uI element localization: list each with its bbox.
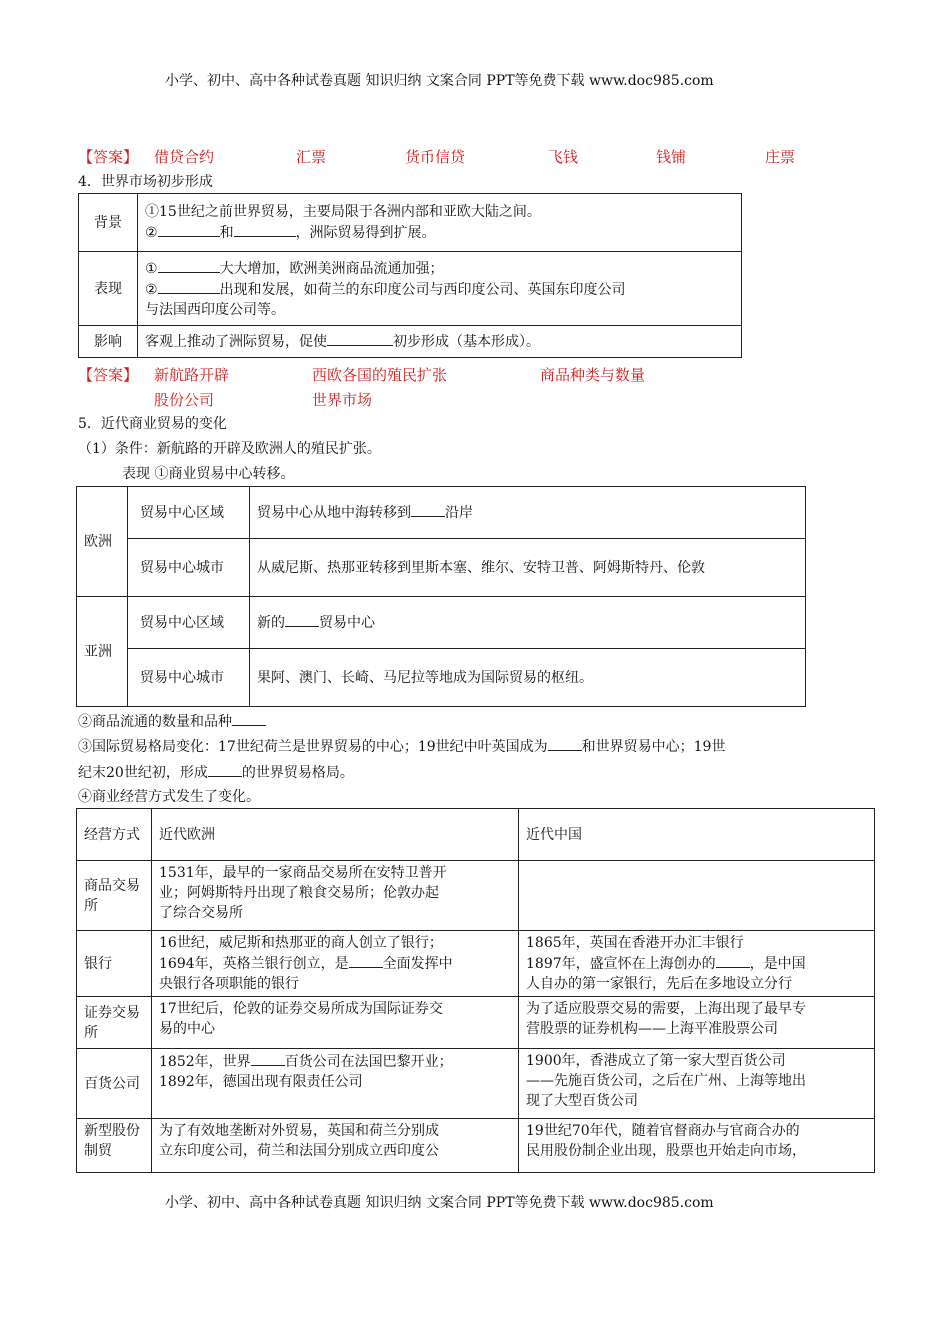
line: 1900年，香港成立了第一家大型百货公司 (526, 1053, 786, 1069)
row-label: 商品交易所 (77, 861, 152, 931)
europe-cell (152, 997, 519, 1049)
answer-item: 飞钱 (548, 148, 579, 166)
europe-cell (152, 861, 519, 931)
cell-label: 贸易中心区域 (128, 597, 250, 649)
line: 易的中心 (159, 1021, 215, 1037)
blank (251, 1051, 285, 1066)
row-content (138, 252, 742, 326)
text: 纪末20世纪初，形成 (78, 765, 208, 781)
china-cell (519, 1049, 875, 1119)
line (145, 279, 734, 300)
line: ①15世纪之前世界贸易，主要局限于各洲内部和亚欧大陆之间。 (145, 204, 541, 220)
row-content (138, 194, 742, 252)
answer-item: 钱铺 (656, 148, 687, 166)
cell-label: 贸易中心城市 (128, 539, 250, 597)
row-label: 背景 (79, 194, 138, 252)
row-label: 影响 (79, 326, 138, 358)
header-cell: 经营方式 (77, 809, 152, 861)
row-label: 表现 (79, 252, 138, 326)
line: 民用股份制企业出现，股票也开始走向市场， (526, 1143, 806, 1159)
line: 人自办的第一家银行，先后在多地设立分行 (526, 976, 792, 992)
header-cell: 近代中国 (519, 809, 875, 861)
blank (327, 331, 393, 346)
blank (208, 762, 242, 777)
text: ② (145, 225, 158, 241)
section-title: 4．世界市场初步形成 (78, 174, 213, 190)
trade-center-table (76, 486, 806, 707)
line: 央银行各项职能的银行 (159, 976, 299, 992)
text: 新的 (257, 615, 285, 631)
answer-item: 借贷合约 (154, 148, 215, 166)
blank (548, 736, 582, 751)
line: 1865年，英国在香港开办汇丰银行 (526, 935, 744, 951)
text: ③国际贸易格局变化：17世纪荷兰是世界贸易的中心；19世纪中叶英国成为 (78, 739, 548, 755)
section-title: 5．近代商业贸易的变化 (78, 416, 227, 432)
text: 出现和发展，如荷兰的东印度公司与西印度公司、英国东印度公司 (219, 281, 626, 298)
region-label: 欧洲 (77, 487, 128, 597)
row-label: 新型股份制贸 (77, 1119, 152, 1173)
answer-item: 庄票 (765, 148, 796, 166)
answer-item: 西欧各国的殖民扩张 (312, 366, 448, 384)
page-header: 小学、初中、高中各种试卷真题 知识归纳 文案合同 PPT等免费下载 www.doc985.com (165, 73, 714, 89)
text: ②商品流通的数量和品种 (78, 714, 232, 730)
line: 与法国西印度公司等。 (145, 301, 285, 318)
cell-content: 从威尼斯、热那亚转移到里斯本塞、维尔、安特卫普、阿姆斯特丹、伦敦 (250, 539, 806, 597)
text: 和 (219, 225, 234, 241)
text: 1897年，盛宣怀在上海创办的 (526, 956, 716, 972)
line: 了综合交易所 (159, 905, 243, 921)
line: ——先施百货公司，之后在广州、上海等地出 (526, 1073, 806, 1089)
line (159, 953, 511, 974)
header-cell: 近代欧洲 (152, 809, 519, 861)
region-label: 亚洲 (77, 597, 128, 707)
blank (232, 711, 266, 726)
paragraph (78, 762, 354, 783)
blank (234, 222, 296, 237)
china-cell (519, 1119, 875, 1173)
blank (716, 953, 750, 968)
text: 和世界贸易中心；19世 (581, 739, 726, 755)
line: 现了大型百货公司 (526, 1093, 638, 1109)
line: 1531年，最早的一家商品交易所在安特卫普开 (159, 865, 447, 881)
answer-label: 【答案】 (78, 148, 139, 166)
line (145, 222, 734, 243)
row-label: 银行 (77, 931, 152, 997)
blank (411, 502, 445, 517)
text: 沿岸 (445, 505, 473, 521)
condition-text: （1）条件：新航路的开辟及欧洲人的殖民扩张。 (78, 441, 381, 457)
answer-item: 股份公司 (154, 391, 215, 409)
line: 业；阿姆斯特丹出现了粮食交易所；伦敦办起 (159, 885, 439, 901)
text: 客观上推动了洲际贸易，促使 (145, 334, 327, 350)
text: 贸易中心从地中海转移到 (257, 505, 411, 521)
text: 贸易中心 (319, 615, 375, 631)
line (526, 953, 867, 974)
row-label: 证券交易所 (77, 997, 152, 1049)
line (159, 1051, 511, 1072)
text: 全面发挥中 (382, 956, 453, 972)
answer-item: 汇票 (296, 148, 327, 166)
china-cell (519, 861, 875, 931)
paragraph (78, 736, 725, 757)
answer-item: 世界市场 (312, 391, 373, 409)
answer-item: 货币信贷 (405, 148, 466, 166)
text: 1852年，世界 (159, 1054, 251, 1070)
text: ，洲际贸易得到扩展。 (295, 225, 436, 241)
cell-content (250, 597, 806, 649)
paragraph (78, 711, 266, 732)
line: 立东印度公司，荷兰和法国分别成立西印度公 (159, 1143, 439, 1159)
blank (158, 279, 220, 294)
text: ，是中国 (749, 956, 806, 972)
business-mode-table (76, 808, 875, 1173)
line: 为了适应股票交易的需要，上海出现了最早专 (526, 1001, 806, 1017)
blank (158, 258, 220, 273)
europe-cell (152, 1119, 519, 1173)
cell-label: 贸易中心城市 (128, 649, 250, 707)
line: 1892年，德国出现有限责任公司 (159, 1074, 363, 1090)
cell-content: 果阿、澳门、长崎、马尼拉等地成为国际贸易的枢纽。 (250, 649, 806, 707)
blank (349, 953, 383, 968)
world-market-table (78, 193, 742, 358)
text: 大大增加，欧洲美洲商品流通加强； (219, 260, 444, 277)
line: 16世纪，威尼斯和热那亚的商人创立了银行； (159, 935, 443, 951)
text: ② (145, 281, 158, 298)
line: 营股票的证券机构——上海平准股票公司 (526, 1021, 778, 1037)
paragraph: ④商业经营方式发生了变化。 (78, 789, 260, 805)
page-footer: 小学、初中、高中各种试卷真题 知识归纳 文案合同 PPT等免费下载 www.doc985.com (165, 1195, 714, 1211)
line: 19世纪70年代，随着官督商办与官商合办的 (526, 1123, 800, 1139)
europe-cell (152, 1049, 519, 1119)
answer-item: 商品种类与数量 (540, 366, 646, 384)
row-label: 百货公司 (77, 1049, 152, 1119)
china-cell (519, 931, 875, 997)
line: 为了有效地垄断对外贸易，英国和荷兰分别成 (159, 1123, 439, 1139)
cell-label: 贸易中心区域 (128, 487, 250, 539)
answer-label: 【答案】 (78, 366, 139, 384)
performance-text: 表现 ①商业贸易中心转移。 (122, 466, 295, 482)
cell-content (250, 487, 806, 539)
text: 百货公司在法国巴黎开业； (284, 1054, 453, 1070)
blank (158, 222, 220, 237)
text: 的世界贸易格局。 (241, 765, 354, 781)
line: 17世纪后，伦敦的证券交易所成为国际证券交 (159, 1001, 443, 1017)
text: 1694年，英格兰银行创立，是 (159, 956, 349, 972)
answer-item: 新航路开辟 (154, 366, 230, 384)
china-cell (519, 997, 875, 1049)
blank (285, 612, 319, 627)
europe-cell (152, 931, 519, 997)
text: 初步形成（基本形成）。 (393, 334, 540, 350)
row-content (138, 326, 742, 358)
line (145, 258, 734, 279)
text: ① (145, 260, 158, 277)
